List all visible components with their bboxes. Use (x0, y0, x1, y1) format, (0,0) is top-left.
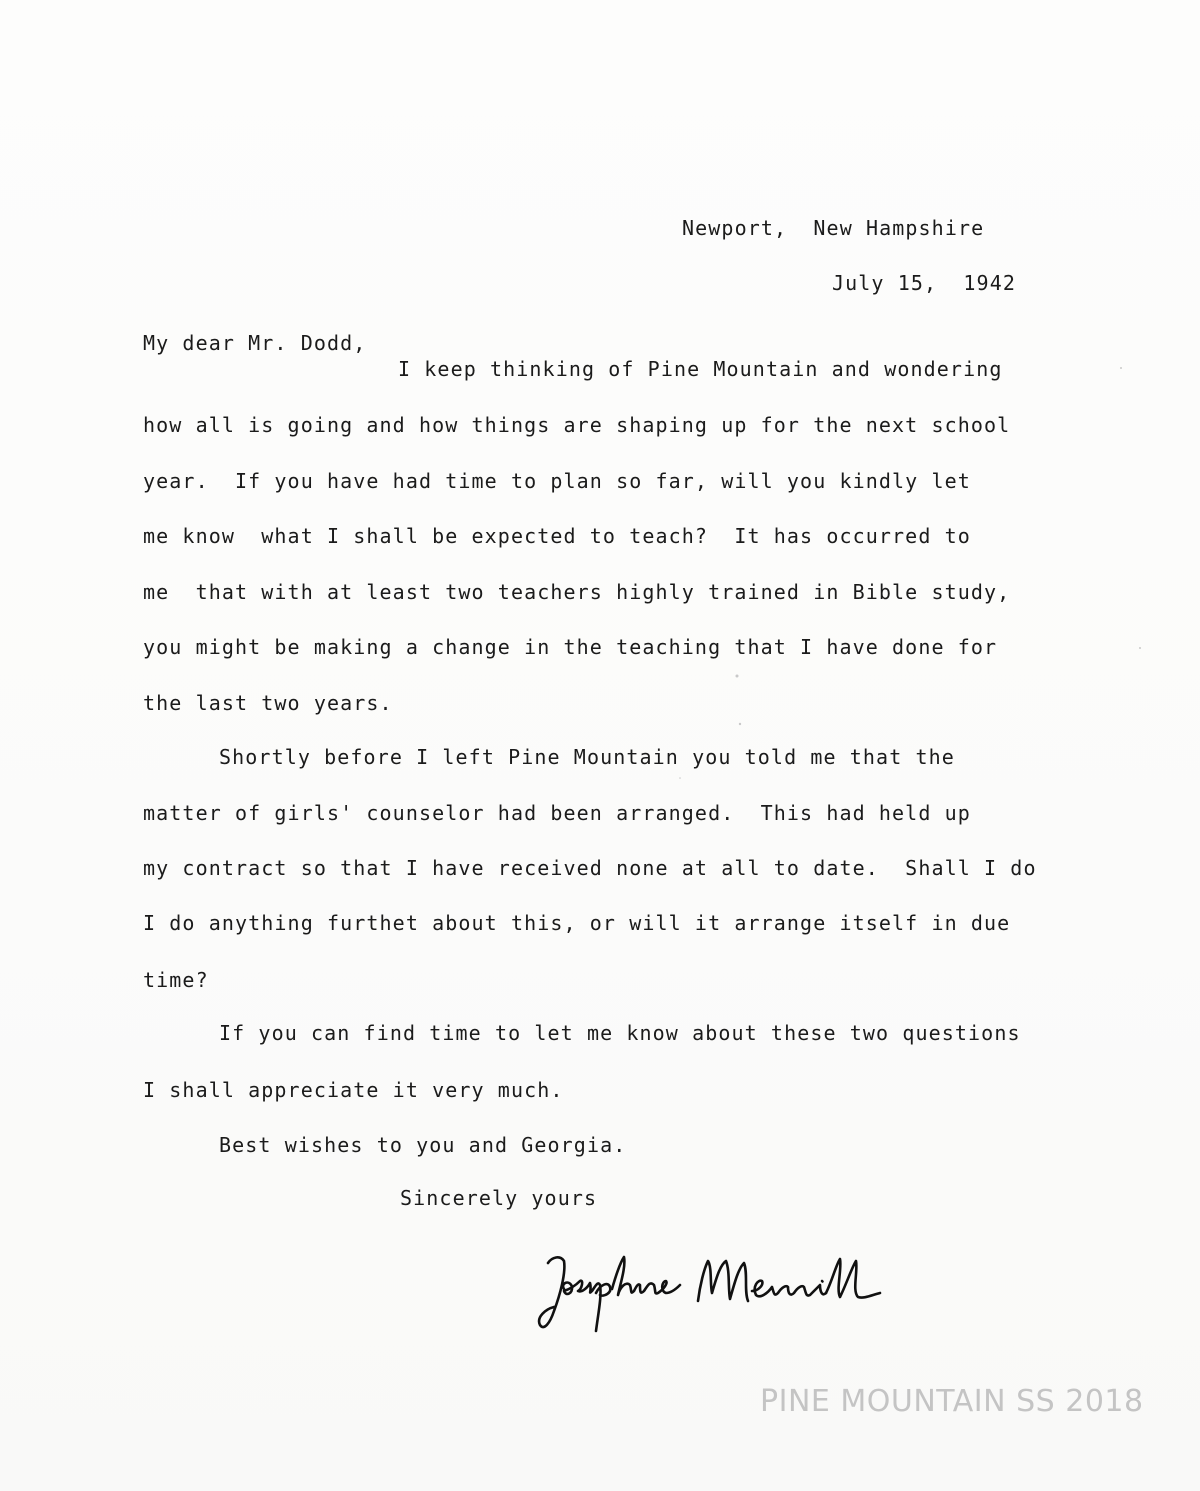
letter-line: me know what I shall be expected to teach? It has occurred to (143, 524, 971, 548)
letter-line: Shortly before I left Pine Mountain you told me that the (219, 745, 955, 769)
letter-salutation: My dear Mr. Dodd, (143, 331, 367, 355)
letter-closing: Sincerely yours (400, 1186, 598, 1210)
letter-line: I do anything furthet about this, or will it arrange itself in due (143, 911, 1011, 935)
letter-place: Newport, New Hampshire (682, 216, 985, 240)
letter-line: If you can find time to let me know about these two questions (219, 1021, 1021, 1045)
handwritten-signature (530, 1245, 890, 1345)
letter-line: I shall appreciate it very much. (143, 1078, 564, 1102)
letter-line: year. If you have had time to plan so far, will you kindly let (143, 469, 971, 493)
letter-line: matter of girls' counselor had been arranged. This had held up (143, 801, 971, 825)
letter-line: the last two years. (143, 691, 393, 715)
letter-line: I keep thinking of Pine Mountain and wondering (398, 357, 1003, 381)
watermark: PINE MOUNTAIN SS 2018 (760, 1384, 1144, 1419)
letter-date: July 15, 1942 (832, 271, 1016, 295)
letter-line: time? (143, 968, 209, 992)
letter-line: you might be making a change in the teaching that I have done for (143, 635, 998, 659)
letter-line: Best wishes to you and Georgia. (219, 1133, 627, 1157)
letter-line: how all is going and how things are shaping up for the next school (143, 413, 1011, 437)
letter-line: my contract so that I have received none at all to date. Shall I do (143, 856, 1037, 880)
letter-line: me that with at least two teachers highly trained in Bible study, (143, 580, 1011, 604)
